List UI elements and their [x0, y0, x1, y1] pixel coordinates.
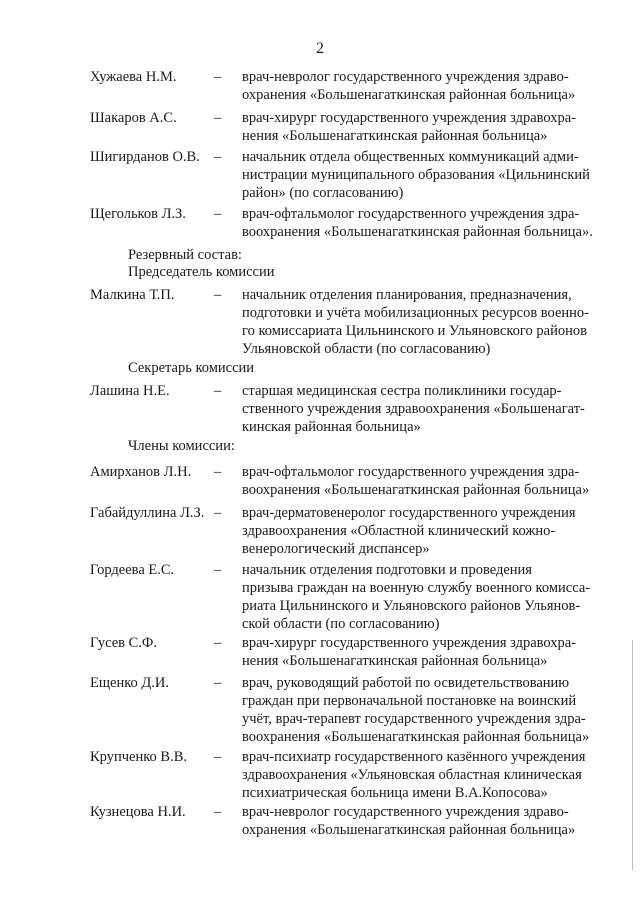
dash: –: [214, 69, 222, 85]
member-name: Амирханов Л.Н.: [90, 464, 192, 480]
member-name: Малкина Т.П.: [90, 287, 175, 303]
dash: –: [214, 804, 222, 820]
member-position: врач-дерматовенеролог государственного учреждения здравоохранения «Областной клинический кожно- венерологический диспансер»: [242, 505, 576, 557]
dash: –: [214, 635, 222, 651]
member-name: Хужаева Н.М.: [90, 69, 177, 85]
member-name: Шакаров А.С.: [90, 110, 177, 126]
member-position: врач-невролог государственного учреждения здраво- охранения «Большенагаткинская районная больница»: [242, 69, 576, 103]
member-position: врач-невролог государственного учреждения здраво- охранения «Большенагаткинская районная больница»: [242, 804, 576, 838]
dash: –: [214, 206, 222, 222]
dash: –: [214, 749, 222, 765]
member-name: Ещенко Д.И.: [90, 675, 170, 691]
member-position: старшая медицинская сестра поликлиники государ- ственного учреждения здравоохранения «Большенагат- кинская районная больница»: [242, 383, 585, 435]
member-position: врач-хирург государственного учреждения здравохра- нения «Большенагаткинская районная больница»: [242, 110, 577, 144]
member-position: врач, руководящий работой по освидетельствованию граждан при первоначальной постановке на воинский учёт, врач-терапевт государственного учреждения здра- воохранения «Большенагаткинская районная больница»: [242, 675, 590, 745]
page-number: 2: [316, 40, 324, 57]
member-position: врач-офтальмолог государственного учреждения здра- воохранения «Большенагаткинская районная больница»: [242, 464, 590, 498]
secretary-heading: Секретарь комиссии: [128, 360, 255, 376]
member-position: начальник отделения планирования, предназначения, подготовки и учёта мобилизационных ресурсов военно- го комиссариата Цильнинского и Ульяновского районов Ульяновской области (по согласованию): [242, 287, 590, 357]
dash: –: [214, 464, 222, 480]
member-name: Гордеева Е.С.: [90, 562, 175, 578]
scan-edge-line: [632, 640, 633, 870]
reserve-heading: Резервный состав:: [128, 247, 242, 263]
dash: –: [214, 149, 222, 165]
member-name: Крупченко В.В.: [90, 749, 188, 765]
member-position: начальник отдела общественных коммуникаций адми- нистрации муниципального образования «Цильнинский район» (по согласованию): [242, 149, 590, 201]
chairman-heading: Председатель комиссии: [128, 264, 275, 280]
member-name: Гусев С.Ф.: [90, 635, 157, 651]
member-position: врач-хирург государственного учреждения здравохра- нения «Большенагаткинская районная больница»: [242, 635, 577, 669]
member-name: Щегольков Л.З.: [90, 206, 186, 222]
member-name: Габайдуллина Л.З.: [90, 505, 205, 521]
dash: –: [214, 562, 222, 578]
dash: –: [214, 287, 222, 303]
dash: –: [214, 383, 222, 399]
member-name: Кузнецова Н.И.: [90, 804, 186, 820]
member-position: врач-офтальмолог государственного учреждения здра- воохранения «Большенагаткинская районная больница».: [242, 206, 593, 240]
dash: –: [214, 675, 222, 691]
member-position: начальник отделения подготовки и проведения призыва граждан на военную службу военного комисса- риата Цильнинского и Ульяновского районов Ульянов- ской области (по согласованию): [242, 562, 591, 632]
member-name: Лашина Н.Е.: [90, 383, 170, 399]
member-position: врач-психиатр государственного казённого учреждения здравоохранения «Ульяновская областная клиническая психиатрическая больница имени В.А.Копосова»: [242, 749, 586, 801]
member-name: Шигирданов О.В.: [90, 149, 200, 165]
dash: –: [214, 110, 222, 126]
members-heading: Члены комиссии:: [128, 438, 235, 454]
dash: –: [214, 505, 222, 521]
